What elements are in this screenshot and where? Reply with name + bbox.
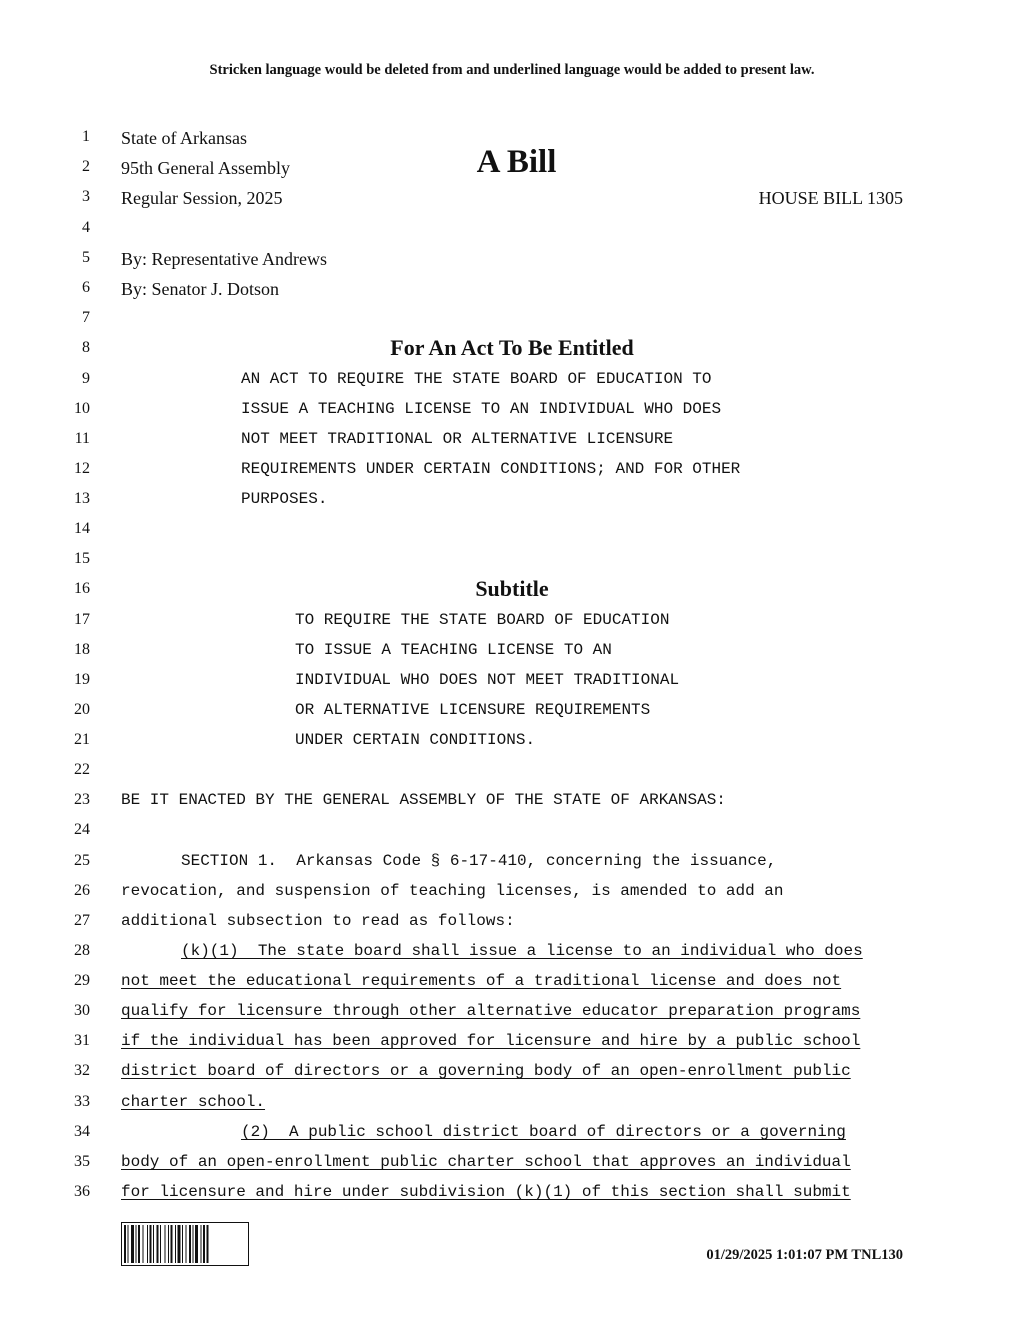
added-text-line: for licensure and hire under subdivision (k)(1) of this section shall submit <box>121 1183 851 1201</box>
line-number: 29 <box>74 972 90 989</box>
line-number: 25 <box>74 852 90 869</box>
line-number: 36 <box>74 1183 90 1200</box>
added-text-line: (k)(1) The state board shall issue a license to an individual who does <box>181 942 863 960</box>
line-number: 31 <box>74 1032 90 1049</box>
sponsor-representative: By: Representative Andrews <box>121 249 327 269</box>
line-number: 3 <box>82 188 90 205</box>
line-number: 11 <box>74 430 90 447</box>
line-number: 14 <box>74 520 90 537</box>
line-number: 30 <box>74 1002 90 1019</box>
line-number: 17 <box>74 611 90 628</box>
line-number: 5 <box>82 249 90 266</box>
line-number: 6 <box>82 279 90 296</box>
line-number: 10 <box>74 400 90 417</box>
act-title-line: PURPOSES. <box>241 490 328 508</box>
barcode-icon <box>121 1222 249 1266</box>
subtitle-line: OR ALTERNATIVE LICENSURE REQUIREMENTS <box>295 701 651 719</box>
subtitle-line: TO ISSUE A TEACHING LICENSE TO AN <box>295 641 612 659</box>
line-number: 2 <box>82 158 90 175</box>
line-number: 35 <box>74 1153 90 1170</box>
added-text-line: district board of directors or a governing body of an open-enrollment public <box>121 1062 851 1080</box>
line-number: 27 <box>74 912 90 929</box>
line-number: 16 <box>74 580 90 597</box>
line-number: 15 <box>74 550 90 567</box>
line-number: 28 <box>74 942 90 959</box>
act-title-line: REQUIREMENTS UNDER CERTAIN CONDITIONS; AND FOR OTHER <box>241 460 741 478</box>
added-text-line: qualify for licensure through other alternative educator preparation programs <box>121 1002 861 1020</box>
line-number: 21 <box>74 731 90 748</box>
line-number: 20 <box>74 701 90 718</box>
general-assembly: 95th General Assembly <box>121 158 290 178</box>
added-text-line: not meet the educational requirements of a traditional license and does not <box>121 972 842 990</box>
section-1-text: revocation, and suspension of teaching licenses, is amended to add an <box>121 882 784 900</box>
line-number: 7 <box>82 309 90 326</box>
line-number: 22 <box>74 761 90 778</box>
subtitle-line: TO REQUIRE THE STATE BOARD OF EDUCATION <box>295 611 670 629</box>
section-1-text: additional subsection to read as follows: <box>121 912 515 930</box>
line-number: 9 <box>82 370 90 387</box>
line-number: 33 <box>74 1093 90 1110</box>
line-number: 4 <box>82 219 90 236</box>
line-number: 1 <box>82 128 90 145</box>
added-text-line: body of an open-enrollment public charter school that approves an individual <box>121 1153 851 1171</box>
line-number: 12 <box>74 460 90 477</box>
sponsor-senator: By: Senator J. Dotson <box>121 279 280 299</box>
line-number: 32 <box>74 1062 90 1079</box>
stricken-language-notice: Stricken language would be deleted from and underlined language would be added to present law. <box>209 62 815 78</box>
act-title-line: ISSUE A TEACHING LICENSE TO AN INDIVIDUAL WHO DOES <box>241 400 722 418</box>
subtitle-heading: Subtitle <box>475 576 549 601</box>
section-1-text: SECTION 1. Arkansas Code § 6-17-410, concerning the issuance, <box>181 852 777 870</box>
added-text-line: charter school. <box>121 1093 266 1111</box>
line-number: 8 <box>82 339 90 356</box>
line-number: 19 <box>74 671 90 688</box>
subtitle-line: UNDER CERTAIN CONDITIONS. <box>295 731 536 749</box>
line-number: 26 <box>74 882 90 899</box>
act-title-line: NOT MEET TRADITIONAL OR ALTERNATIVE LICENSURE <box>241 430 674 448</box>
line-number: 13 <box>74 490 90 507</box>
session-name: Regular Session, 2025 <box>121 188 283 208</box>
enacting-clause: BE IT ENACTED BY THE GENERAL ASSEMBLY OF THE STATE OF ARKANSAS: <box>121 791 726 809</box>
footer-timestamp: 01/29/2025 1:01:07 PM TNL130 <box>706 1247 903 1263</box>
line-number: 34 <box>74 1123 90 1140</box>
act-title-line: AN ACT TO REQUIRE THE STATE BOARD OF EDUCATION TO <box>241 370 712 388</box>
bill-number: HOUSE BILL 1305 <box>758 188 903 208</box>
subtitle-line: INDIVIDUAL WHO DOES NOT MEET TRADITIONAL <box>295 671 680 689</box>
act-heading: For An Act To Be Entitled <box>390 335 634 360</box>
line-number: 18 <box>74 641 90 658</box>
line-number: 24 <box>74 821 90 838</box>
document-type-title: A Bill <box>476 144 557 180</box>
added-text-line: if the individual has been approved for licensure and hire by a public school <box>121 1032 861 1050</box>
line-number: 23 <box>74 791 90 808</box>
added-text-line: (2) A public school district board of directors or a governing <box>241 1123 846 1141</box>
state-name: State of Arkansas <box>121 128 247 148</box>
